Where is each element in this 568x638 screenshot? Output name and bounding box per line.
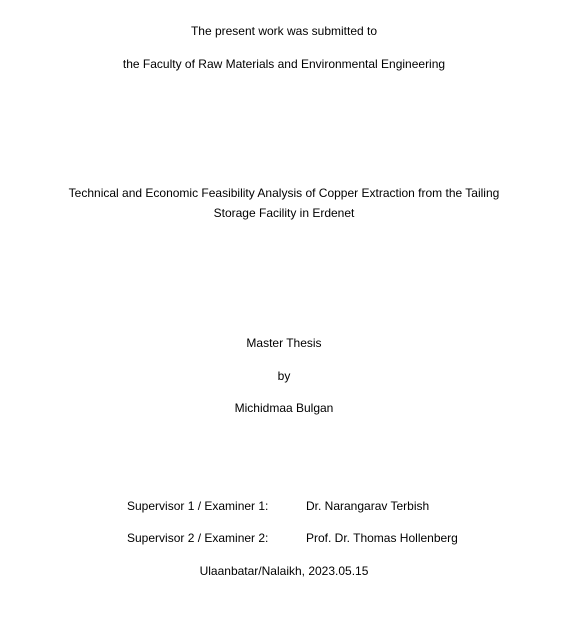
thesis-title-line-2: Storage Facility in Erdenet xyxy=(213,206,355,220)
supervisor-row-1 xyxy=(0,499,568,513)
thesis-type: Master Thesis xyxy=(246,336,322,350)
supervisor-1-name: Dr. Narangarav Terbish xyxy=(306,499,430,513)
submitted-to-line: The present work was submitted to xyxy=(190,24,378,38)
author-name: Michidmaa Bulgan xyxy=(234,401,334,415)
place-and-date: Ulaanbatar/Nalaikh, 2023.05.15 xyxy=(199,564,369,578)
supervisor-1-role: Supervisor 1 / Examiner 1: xyxy=(127,499,269,513)
supervisor-row-2 xyxy=(0,531,568,545)
supervisor-2-role: Supervisor 2 / Examiner 2: xyxy=(127,531,269,545)
by-label: by xyxy=(277,369,291,383)
thesis-title-line-1: Technical and Economic Feasibility Analysis of Copper Extraction from the Tailing xyxy=(68,186,500,200)
supervisor-2-name: Prof. Dr. Thomas Hollenberg xyxy=(306,531,458,545)
faculty-line: the Faculty of Raw Materials and Environmental Engineering xyxy=(122,57,446,71)
